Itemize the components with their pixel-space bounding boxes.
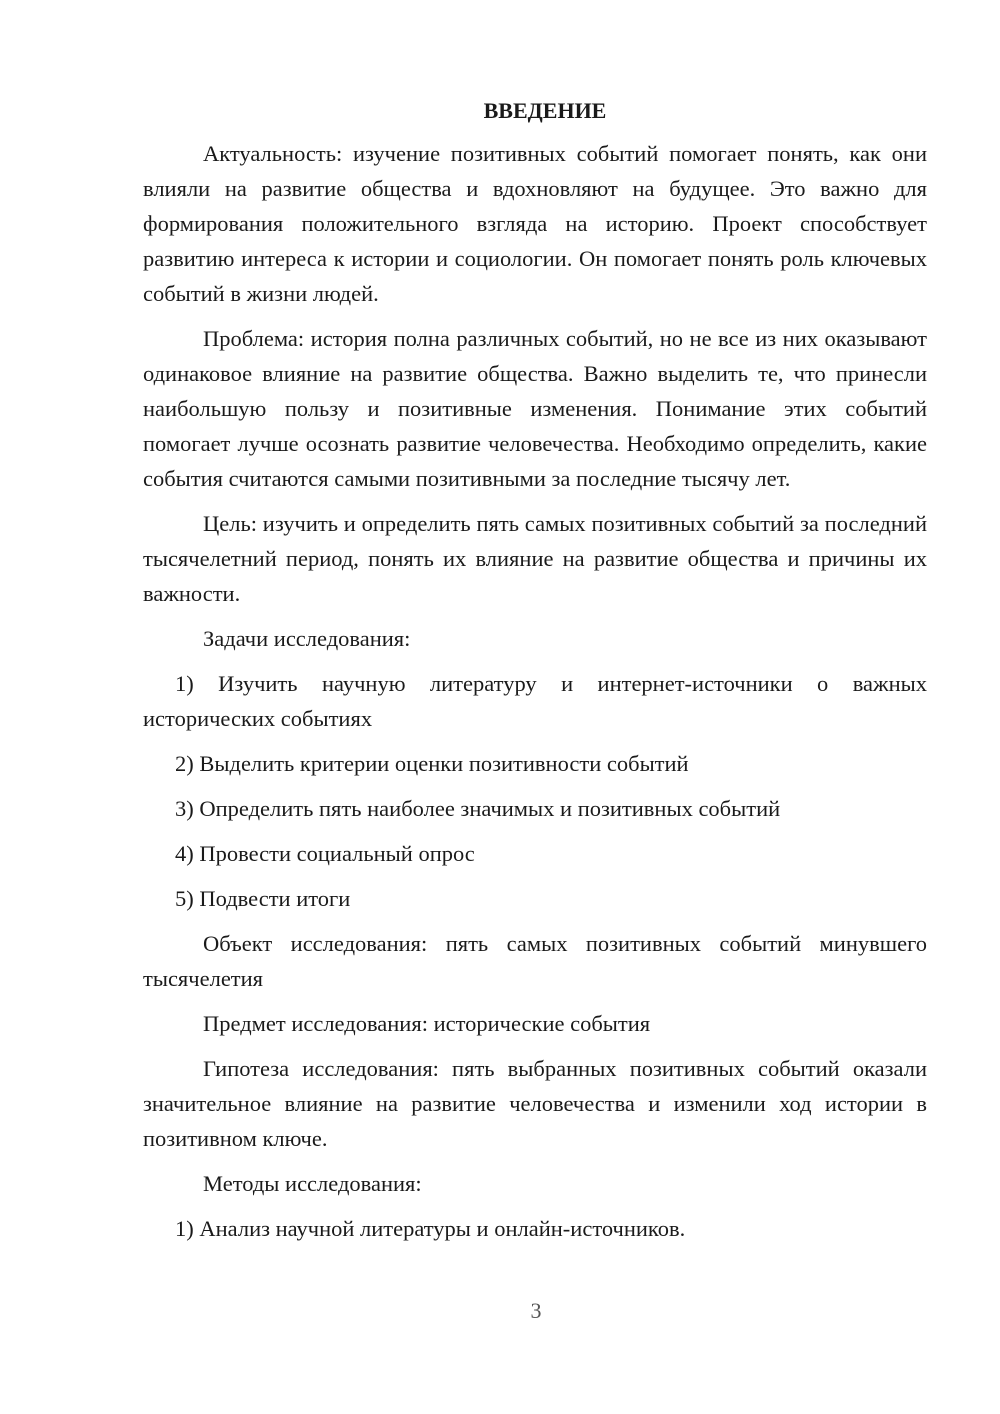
task-item-5: 5) Подвести итоги (175, 886, 351, 911)
tasks-heading: Задачи исследования: (203, 626, 411, 651)
document-page (143, 93, 927, 1256)
page-number: 3 (530, 1298, 542, 1323)
goal-paragraph: Цель: изучить и определить пять самых позитивных событий за последний тысячелетний период, понять их влияние на развитие общества и причины их важности. (143, 511, 927, 606)
task-item-3: 3) Определить пять наиболее значимых и позитивных событий (175, 796, 781, 821)
subject-paragraph: Предмет исследования: исторические события (203, 1011, 651, 1036)
page-title: ВВЕДЕНИЕ (483, 98, 607, 123)
task-item-1: 1) Изучить научную литературу и интернет-источники о важных исторических событиях (143, 671, 927, 731)
problem-paragraph: Проблема: история полна различных событий, но не все из них оказывают одинаковое влияние на развитие общества. Важно выделить те, что принесли наибольшую пользу и позитивные изменения. Понимание этих событий помогает лучше осознать развитие человечества. Необходимо определить, какие события считаются самыми позитивными за последние тысячу лет. (143, 326, 927, 491)
task-item-2: 2) Выделить критерии оценки позитивности событий (175, 751, 689, 776)
method-item-1: 1) Анализ научной литературы и онлайн-источников. (175, 1216, 686, 1241)
relevance-paragraph: Актуальность: изучение позитивных событий помогает понять, как они влияли на развитие общества и вдохновляют на будущее. Это важно для формирования положительного взгляда на историю. Проект способствует развитию интереса к истории и социологии. Он помогает понять роль ключевых событий в жизни людей. (143, 141, 927, 306)
object-paragraph: Объект исследования: пять самых позитивных событий минувшего тысячелетия (143, 931, 927, 991)
hypothesis-paragraph: Гипотеза исследования: пять выбранных позитивных событий оказали значительное влияние на развитие человечества и изменили ход истории в позитивном ключе. (143, 1056, 927, 1151)
task-item-4: 4) Провести социальный опрос (175, 841, 475, 866)
methods-heading: Методы исследования: (203, 1171, 422, 1196)
